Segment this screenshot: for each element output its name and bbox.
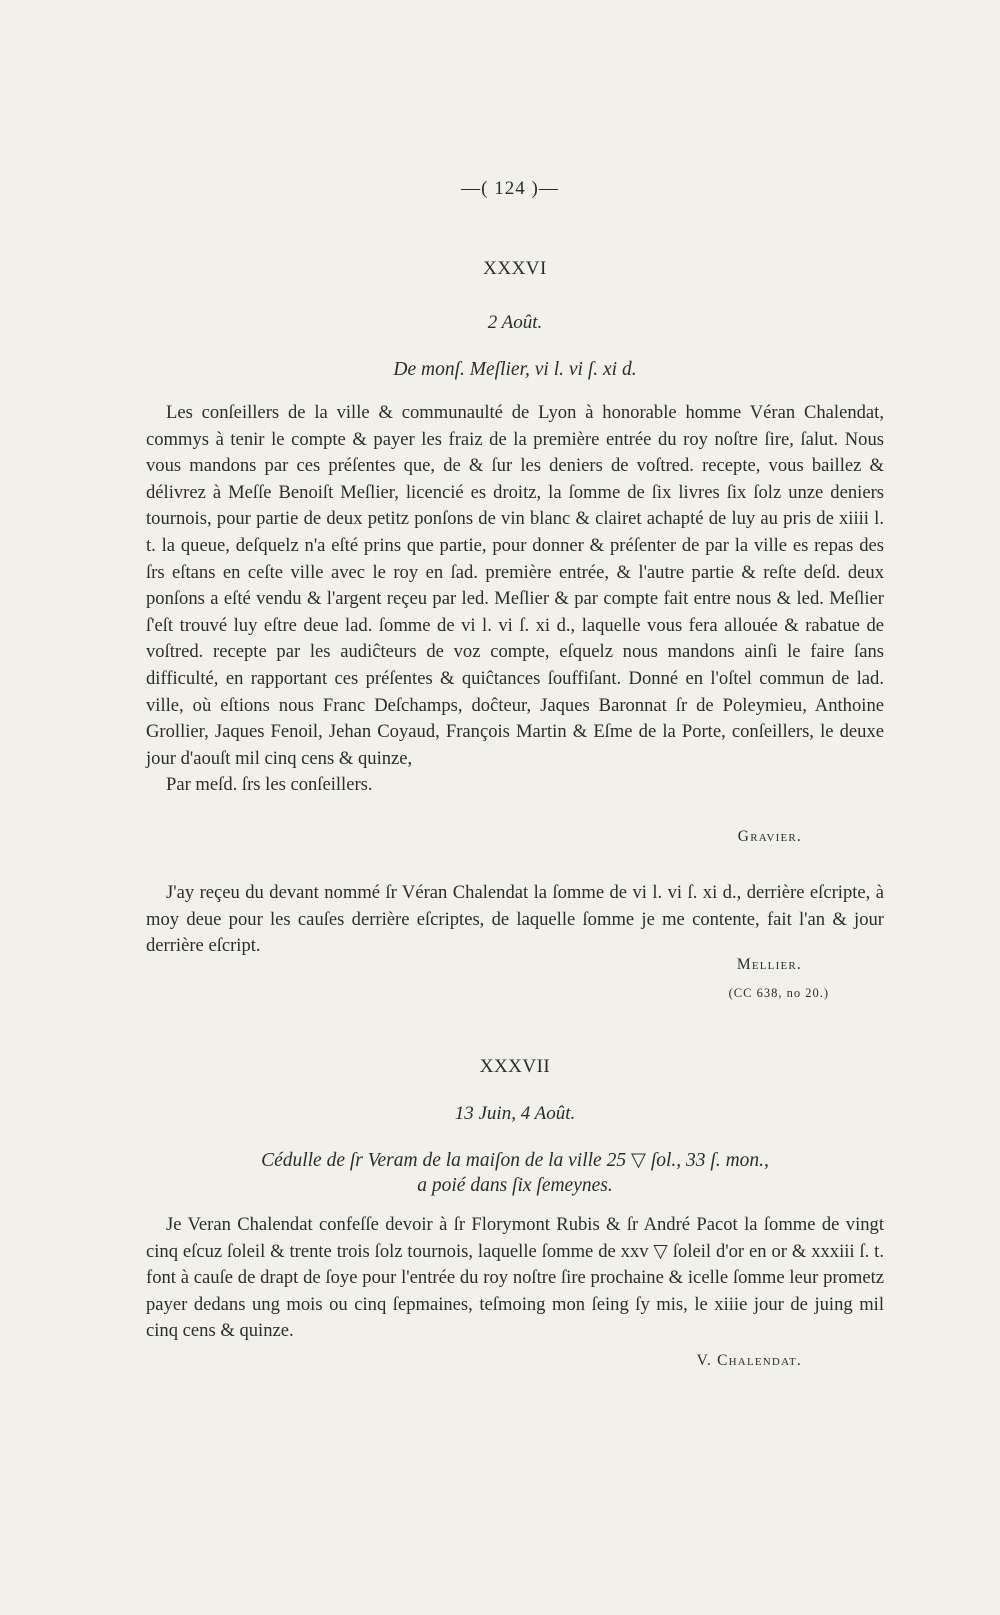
document-rubric-line-1: Cédulle de ſr Veram de la maiſon de la ville 25 ▽ ſol., 33 ſ. mon., <box>261 1150 769 1171</box>
document-xxxvi-date-wrap <box>146 312 884 334</box>
signature-gravier-wrap <box>146 828 802 846</box>
document-xxxvi-header <box>146 258 884 280</box>
document-body: Je Veran Chalendat confeſſe devoir à ſr Florymont Rubis & ſr André Pacot la ſomme de vingt cinq eſcuz ſoleil & trente trois ſolz tournois, laquelle ſomme de xxv ▽ ſoleil d'or en or & xxxiii ſ. t. font à cauſe de drapt de ſoye pour l'entrée du roy noſtre ſire prochaine & icelle ſomme leur prometz payer dedans ung mois ou cinq ſepmaines, teſmoing mon ſeing ſy mis, le xiiie jour de juing mil cinq cens & quinze. <box>146 1214 884 1342</box>
closing-line: Par meſd. ſrs les conſeillers. <box>166 774 373 796</box>
receipt-wrap <box>146 880 884 960</box>
page-number: —( 124 )— <box>461 178 559 199</box>
document-xxxvii-date-wrap <box>146 1103 884 1125</box>
document-body: Les conſeillers de la ville & communaulté de Lyon à honorable homme Véran Chalendat, commys à tenir le compte & payer les fraiz de la première entrée du roy noſtre ſire, ſalut. Nous vous mandons par ces préſentes que, de & ſur les deniers de voſtred. recepte, vous baillez & délivrez à Meſſe Benoiſt Meſlier, licencié es droitz, la ſomme de ſix livres ſix ſolz unze deniers tournois, pour partie de deux petitz ponſons de vin blanc & clairet achapté de luy au pris de xiiii l. t. la queue, deſquelz n'a eſté prins que partie, pour donner & préſenter de par la ville es repas des ſrs eſtans en ceſte ville avec le roy en ſad. première entrée, & l'autre partie & reſte deſd. deux ponſons a eſté vendu & l'argent reçeu par led. Meſlier & par compte fait entre nous & led. Meſlier ſ'eſt trouvé luy eſtre deue lad. ſomme de vi l. vi ſ. xi d., laquelle vous fera allouée & rabatue de voſtred. recepte par les audiĉteurs de voz compte, eſquelz nous mandons ainſi le faire ſans difficulté, en rapportant ces préſentes & quiĉtances ſouffiſant. Donné en l'oſtel commun de lad. ville, où eſtions nous Franc Deſchamps, doĉteur, Jaques Baronnat ſr de Poleymieu, Anthoine Grollier, Jaques Fenoil, Jehan Coyaud, François Martin & Eſme de la Porte, conſeillers, le deuxe jour d'aouſt mil cinq cens & quinze, <box>146 402 884 769</box>
document-xxxvii-body-wrap <box>146 1212 884 1345</box>
signature: Gravier. <box>737 828 802 845</box>
document-xxxvi-body-wrap <box>146 400 884 799</box>
archive-reference-wrap <box>146 986 829 1001</box>
document-date: 13 Juin, 4 Août. <box>454 1103 576 1124</box>
document-xxxvii-header <box>146 1056 884 1078</box>
document-number: XXXVI <box>483 258 547 279</box>
document-date: 2 Août. <box>487 312 543 333</box>
receipt-text: J'ay reçeu du devant nommé ſr Véran Chalendat la ſomme de vi l. vi ſ. xi d., derrière eſcripte, à moy deue pour les cauſes derrière eſcriptes, de laquelle ſomme je me contente, fait l'an & jour derrière eſcript. <box>146 882 884 957</box>
signature-chalendat-wrap <box>146 1352 802 1370</box>
archive-reference: (CC 638, no 20.) <box>728 986 829 1000</box>
document-number: XXXVII <box>479 1056 551 1077</box>
signature-mellier-wrap <box>146 956 802 974</box>
document-xxxvi-rubric-wrap <box>146 359 884 381</box>
signature: V. Chalendat. <box>696 1352 802 1369</box>
document-rubric-line-2: a poié dans ſix ſemeynes. <box>417 1175 613 1196</box>
document-rubric: De monſ. Meſlier, vi l. vi ſ. xi d. <box>393 359 637 380</box>
receipt-signature: Mellier. <box>736 956 802 973</box>
document-xxxvii-rubric-wrap <box>146 1148 884 1197</box>
